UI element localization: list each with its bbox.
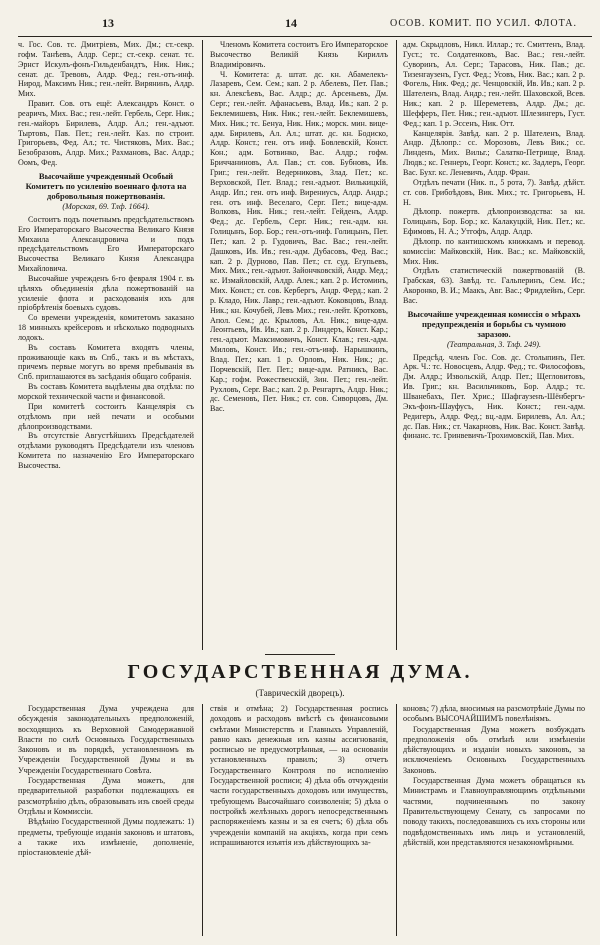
col1-paragraph: Состоитъ подъ почетнымъ предсѣдательствомъ Его Императорскаго Высочества Великаго Князя Михаила Александровича и подъ предсѣдательствомъ Его Императорскаго Высочества Великаго Князя Александра Михайловича. bbox=[18, 214, 194, 274]
column-divider bbox=[202, 704, 203, 936]
duma-paragraph: Государственная Дума можетъ обращаться къ Министрамъ и Главноуправляющимъ отдѣльными частями, подчиненнымъ по закону Правительствующему Сенату, съ запросами по поводу такихъ, последовавшихъ съ ихъ стороны или подвѣдомственныхъ имъ лицъ и установленій, дѣйствій, кои представляются незакономѣрными. bbox=[403, 776, 585, 847]
col1-paragraph: Въ составъ Комитета входятъ члены, проживающіе какъ въ Спб., такъ и въ мѣстахъ, причемъ первые могутъ во время пребыванія въ Спб. приглашаются въ засѣданія общаго собранія. bbox=[18, 342, 194, 382]
col3-paragraph: адм. Скрыдловъ, Никл. Иллар.; тс. Смиттенъ, Влад. Густ.; тс. Солдатенковъ, Вас. Вас.; ген.-лейт. Суворинъ, Ал. Серг.; Тарасовъ, Ник. Пав.; дс. Тизенгаузенъ, Густ. Фед.; Усовъ, Ник. Вас.; кап. 2 р. Фогель, Ник. Фед.; дс. Ченцовскій, Ив. Ив.; кап. 2 р. Шателенъ, Влад. Андр.; ген.-лейт. Шаховской, Всев. Ник.; кап. 2 р. Шереметевъ, Алдр. Дм.; дс. Шефферъ, Пет. Ник.; ген.-адъют. Шлезингеръ, Густ. Фед.; кап. 1 р. Эссенъ, Ник. Отт. bbox=[403, 40, 585, 128]
col1-paragraph: ч. Гос. Сов. тс. Дмитріевъ, Мих. Дм.; ст.-секр. гофм. Танѣевъ, Алдр. Серг.; ст.-секр. сенат. тс. Эрнст Искулъ-фонъ-Гильденбандтъ, Ник. Ник.; сенат. дс. Тревовъ, Алдр. Фед.; ген.-отъ-инф. Нирод, Максимъ Ник.; ген.-лейт. Вирянинъ, Алдр. Мих. bbox=[18, 40, 194, 99]
duma-paragraph: коновъ; 7) дѣла, вносимыя на разсмотрѣніе Думы по особымъ ВЫСОЧАЙШИМЪ повелѣніямъ. bbox=[403, 704, 585, 724]
column-2 bbox=[210, 40, 388, 650]
section-address: (Театральная, 3. Тлф. 249). bbox=[446, 339, 542, 349]
duma-paragraph: Государственная Дума можетъ, для предварительной разработки подлежащихъ ея разсмотрѣнію дѣлъ, образовывать изъ своей среды Отдѣлы и Коммиссіи. bbox=[18, 776, 194, 816]
col1-paragraph: При комитетѣ состоитъ Канцелярія съ отдѣломъ при ней печати и особыми дѣлопроизводствами. bbox=[18, 401, 194, 431]
col3-paragraph: Отдѣлъ статистическій пожертвованій (В. Грабская, 63). Завѣд. тс. Гальперинъ, Сем. Ис.; Акоронко, В. И.; Маакъ, Авг. Вас.; Фридлейнъ, Серг. Вас. bbox=[403, 266, 585, 305]
page-number-left: 13 bbox=[102, 16, 114, 30]
page-number-right: 14 bbox=[285, 16, 297, 30]
duma-column-2 bbox=[210, 704, 388, 936]
duma-column-1 bbox=[18, 704, 194, 936]
col1-paragraph: Со времени учрежденія, комитетомъ заказано 18 минныхъ крейсеровъ и нѣсколько подводныхъ лодокъ. bbox=[18, 313, 194, 342]
section-separator bbox=[265, 654, 335, 655]
col3-paragraph: Дѣлопр. по кантишскомъ книжкамъ и перевод. комиссіи: Майковскій, Ник. Вас.; кс. Майковскій, Мих. Ник. bbox=[403, 236, 585, 266]
section-address: (Морская, 69. Тлф. 1664). bbox=[62, 201, 150, 211]
running-title: ОСОВ. КОМИТ. ПО УСИЛ. ФЛОТА. bbox=[390, 18, 577, 29]
col1-paragraph: Въ составъ Комитета выдѣлены два отдѣла: по морской технической части и финансовой. bbox=[18, 382, 194, 401]
col3-paragraph: Отдѣлъ печати (Ник. п., 5 рота, 7). Завѣд. дѣйст. ст. сов. Грибоѣдовъ, Вик. Мих.; тс. Григорьевъ, Н. Н. bbox=[403, 177, 585, 207]
col3-paragraph: Дѣлопр. пожертв. дѣлопроизводства: за кн. Голицынъ, Бор. Бор.; кс. Калакуцкій, Ник. Пет.; кс. Ефимовъ, Н. А.; Утгофъ, Алдр. Алдр. bbox=[403, 207, 585, 237]
col1-paragraph: Въ отсутствіе Августѣйшихъ Предсѣдателей отдѣлами руководятъ Предсѣдатели изъ членовъ Комитета по назначенію Его Императорскаго Высочества. bbox=[18, 431, 194, 470]
header-rule bbox=[18, 36, 592, 37]
col1-paragraph: Правит. Сов. отъ ещё: Александръ Конст. о реаричъ, Мих. Вас.; ген.-лейт. Гербель, Серг. Ник.; ген.-майоръ Бирилевъ, Алдр. Ал.; ген.-адъют. Тыртовъ, Пав. Пет.; ген.-лейт. Каз. по строит. Григорьевъ, Фед. Ал.; тс. Чистяковъ, Мих. Вас.; Безобразовъ, Алдр. Мих.; Рахмановъ, Вас. Алдр.; Оомъ, Фед. bbox=[18, 99, 194, 168]
col2-paragraph: Членомъ Комитета состоитъ Его Императорское Высочество Великій Князь Кириллъ Владиміровичъ. bbox=[210, 40, 388, 69]
col2-paragraph: Ч. Комитета: д. штат. дс. кн. Абамелекъ-Лазаревъ, Сем. Сем.; кап. 2 р. Абелевъ, Пет. Пав.; кн. Алексѣевъ, Вас. Алдр.; дс. Арсеньевъ, Дм. Серг.; ген.-лейт. Афанасьевъ, Влад. Ив.; кап. 2 р. Беклемишевъ, Ник. Ник.; ген.-лейт. Беклемишевъ, Мих. Ник.; тс. Бенуа, Ник. Ник.; морск. мин. вице-адм. Бирилевъ, Ал. Ал.; штат. дс. кн. Бодиско, Алдр. Конст.; ген. отъ инф. Бовлевскій, Конст. Кон.; адм. Ботвинко, Вас. Алдр.; гофм. Бриччаниновъ, Ал. Пав.; ст. сов. Бубновъ, Ив. Григ.; ген.-лейт. Ведерниковъ, Злад. Пет.; кс. Верховской, Пет. Влад.; ген.-адъют. Вилькицкій, Андр. Ип.; ген. отъ инф. Вирениусъ, Алдр. Андр.; ген. отъ инф. Веселаго, Серг. Пет.; вице-адм. Волковъ, Ник. Ник.; ген.-лейт. Гейденъ, Алдр. Фед.; дс. Гербель, Серг. Ник.; ген.-адм. кн. Голицынъ, Бор. Бор.; ген.-отъ-инф. Голицынъ, Пет. Пет.; кап. 2 р. Гудовичъ, Вас. Вас.; ген.-лейт. Дашковъ, Ив. Ив.; ген.-адм. Дубасовъ, Фед. Вас.; кап. 2 р. Дурново, Пав. Пет.; ст. суд. Егупьевъ, Мих. Мих.; ген.-адъют. Зайончковскій, Андр. Мед.; кс. Измайловскій, Алдр. Алек.; кап. 2 р. Истоминъ, Мих. Конст.; ст. сов. Кербергъ, Андр. Ферд.; кап. 2 р. Кладо, Ник. Лавр.; ген.-адъют. Коковцовъ, Влад. Ник.; кн. Кочубей, Левъ Мих.; ген.-лейт. Кротковъ, Апол. Сем.; дс. Крыловъ, Ал. Ник.; вице-адм. Леонтьевъ, Ив. Ив.; кап. 2 р. Линдеръ, Конст. Кар.; ген.-адъют. Максимовичъ, Конст. Клав.; ген.-адм. Миловъ, Конст. Ив.; ген.-отъ-инф. Нарышкинъ, Влад. Пет.; кап. 1 р. Орловъ, Ник. Ник.; дс. Порчевскій, Пет. Пет.; вице-адм. Ратникъ, Вас. Кар.; гофм. Рожественскій, Зин. Пет.; ген.-лейт. Рухловъ, Серг. Вас.; кап. 2 р. Ренгартъ, Алдр. Ник.; дс. Семеновъ, Пет. Ник.; ст. сов. Сиворцовъ, Дм. Вас. bbox=[210, 69, 388, 414]
duma-subtitle: (Таврическій дворецъ). bbox=[255, 688, 345, 698]
column-3 bbox=[403, 40, 585, 650]
duma-paragraph: Государственная Дума можетъ возбуждать предположенія объ отмѣнѣ или измѣненіи дѣйствующихъ и изданіи новыхъ законовъ, за исключеніемъ Основныхъ Государственныхъ Законовъ. bbox=[403, 724, 585, 775]
column-1 bbox=[18, 40, 194, 650]
col3-paragraph: Канцелярія. Завѣд. кап. 2 р. Шателенъ, Влад. Андр. Дѣлопр.: сс. Морозовъ, Левъ Вик.; сс. Линденъ, Мих. Вильг.; Салатко-Петрище, Влад. Людв.; кс. Геннеръ, Георг. Конст.; кс. Задлеръ, Георг. Вас. Бухг. кс. Леневичъ, Алдр. Фран. bbox=[403, 128, 585, 177]
duma-paragraph: ствія и отмѣна; 2) Государственная роспись доходовъ и расходовъ вмѣстѣ съ финансовыми смѣтами Министерствъ и Главныхъ Управленій, равно какъ денежныя изъ казны ассигнованія, росписью не предусмотрѣнныя, — на основаніи установленныхъ правилъ; 3) отчетъ Государственнаго Контроля по исполненію Государственной росписи; 4) дѣла объ отчужденіи части государственныхъ доходовъ или имуществъ, требующемъ Высочайшаго соизволенія; 5) дѣла о постройкѣ желѣзныхъ дорогъ непосредственнымъ распоряженіемъ казны и за ея счетъ; 6) дѣла объ учрежденіи компаній на акціяхъ, когда при семъ испрашиваются изъятія изъ дѣйствующихъ за- bbox=[210, 704, 388, 847]
column-divider bbox=[202, 40, 203, 650]
duma-column-3 bbox=[403, 704, 585, 936]
duma-paragraph: Государственная Дума учреждена для обсужденія законодательныхъ предположеній, восходящихъ къ Верховной Самодержавной Власти по силѣ Основныхъ Государственныхъ Законовъ и въ порядкѣ, установленномъ въ Учрежденіи Государственной Думы и въ Учрежденіи Государственнаго Совѣта. bbox=[18, 704, 194, 775]
col3-paragraph: Предсѣд. членъ Гос. Сов. дс. Столыпинъ, Пет. Арк. Ч.: тс. Новосцевъ, Алдр. Фед.; тс. Философовъ, Дм. Алдр.; Извольскій, Алдр. Пет.; Щегловитовъ, Ив. Григ.; кн. Васильчиковъ, Бор. Алдр.; тс. Шванебахъ, Пет. Хрис.; Шафгаузенъ-Шёнбергъ-Экъ-фонъ-Шауфусъ, Ник. Конст.; ген.-адм. Редигеръ, Алдр. Фед.; вц.-адм. Бирилевъ, Ал. Ал.; дс. Пав. Ник.; ст. Чакарновъ, Ник. Вас. Конст. Завѣд. финанс. тс. Гринвевичъ-Трохимовскій, Пав. Мих. bbox=[403, 352, 585, 441]
section-heading-plague-commission: Высочайше учрежденная комиссія о мѣрахъ предупрежденія и борьбы съ чумною заразою. bbox=[407, 308, 581, 339]
column-divider bbox=[396, 40, 397, 650]
col1-paragraph: Высочайше учрежденъ 6-го февраля 1904 г. въ цѣляхъ объединенія дѣла пожертвованій на усиленіе флота и расходованія ихъ для пріобрѣтенія боевыхъ судовъ. bbox=[18, 273, 194, 313]
page-header bbox=[0, 14, 600, 36]
duma-title: ГОСУДАРСТВЕННАЯ ДУМА. bbox=[127, 661, 473, 683]
section-heading-fleet-committee: Высочайше учрежденный Особый Комитетъ по усиленію военнаго флота на добровольныя пожертвованія. bbox=[25, 170, 187, 201]
column-divider bbox=[396, 704, 397, 936]
duma-paragraph: Вѣдѣнію Государственной Думы подлежатъ: 1) предметы, требующіе изданія законовъ и штатовъ, а также ихъ измѣненіе, дополненіе, пріостановленіе дѣй- bbox=[18, 817, 194, 858]
